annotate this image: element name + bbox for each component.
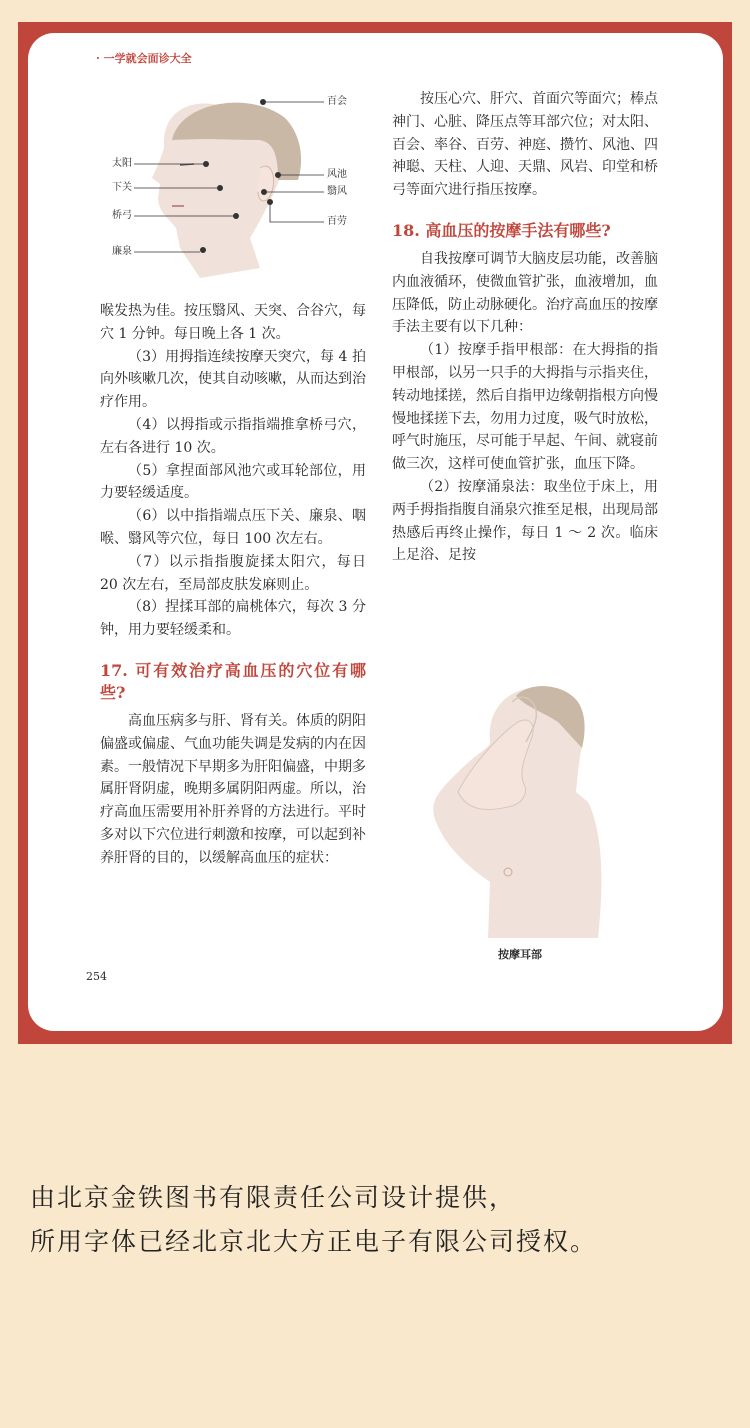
paragraph: （7）以示指指腹旋揉太阳穴，每日 20 次左右，至局部皮肤发麻则止。 xyxy=(100,553,366,593)
label-lianquan: 廉泉 xyxy=(112,246,132,257)
label-fengchi: 风池 xyxy=(327,169,347,180)
paragraph: （5）拿捏面部风池穴或耳轮部位，用力要轻缓适度。 xyxy=(100,462,366,502)
paragraph: 喉发热为佳。按压翳风、天突、合谷穴，每穴 1 分钟。每日晚上各 1 次。 xyxy=(100,303,366,342)
copyright-footer xyxy=(30,1176,730,1264)
figure-caption: 按摩耳部 xyxy=(498,948,542,961)
label-xiaguan: 下关 xyxy=(112,182,132,193)
ear-massage-illustration xyxy=(428,682,608,940)
paragraph: （8）捏揉耳部的扁桃体穴，每次 3 分钟，用力要轻缓柔和。 xyxy=(100,599,366,639)
footer-line: 由北京金铁图书有限责任公司设计提供， xyxy=(30,1183,517,1212)
paragraph: （2）按摩涌泉法：取坐位于床上，用两手拇指指腹自涌泉穴推至足根，出现局部热感后再终止操作，每日 1 ～ 2 次。临床上足浴、足按 xyxy=(392,478,658,564)
label-yifeng: 翳风 xyxy=(327,186,347,197)
paragraph: 高血压病多与肝、肾有关。体质的阴阳偏盛或偏虚、气血功能失调是发病的内在因素。一般情况下早期多为肝阳偏盛，中期多属肝肾阴虚，晚期多属阴阳两虚。所以，治疗高血压需要用补肝养肾的方法进行。平时多对以下穴位进行刺激和按摩，可以起到补养肝肾的目的，以缓解高血压的症状： xyxy=(100,712,366,866)
label-baihui: 百会 xyxy=(327,96,347,107)
label-taiyang: 太阳 xyxy=(112,158,132,169)
left-column xyxy=(100,300,366,870)
right-column xyxy=(392,88,658,567)
paragraph: （3）用拇指连续按摩天突穴，每 4 拍向外咳嗽几次，使其自动咳嗽，从而达到治疗作用。 xyxy=(100,348,366,411)
label-bailao: 百劳 xyxy=(327,216,347,227)
paragraph: 自我按摩可调节大脑皮层功能，改善脑内血液循环，使微血管扩张，血液增加，血压降低，防止动脉硬化。治疗高血压的按摩手法主要有以下几种： xyxy=(392,250,658,336)
page-number: 254 xyxy=(86,970,107,983)
section-heading-18: 18. 高血压的按摩手法有哪些? xyxy=(392,220,611,240)
paragraph: （6）以中指指端点压下关、廉泉、咽喉、翳风等穴位，每日 100 次左右。 xyxy=(100,508,366,547)
paragraph: （1）按摩手指甲根部：在大拇指的指甲根部，以另一只手的大拇指与示指夹住，转动地揉搓，然后自指甲边缘朝指根方向慢慢地揉搓下去，勿用力过度，吸气时放松，呼气时施压，尽可能于早起、午间、就寝前做三次，这样可使血管扩张，血压下降。 xyxy=(392,342,658,473)
head-acupoint-illustration xyxy=(100,88,360,288)
label-qiaogong: 桥弓 xyxy=(112,210,132,221)
paragraph: 按压心穴、肝穴、首面穴等面穴；棒点神门、心脏、降压点等耳部穴位；对太阳、百会、率谷、百劳、神庭、攒竹、风池、四神聪、天柱、人迎、天鼎、风岩、印堂和桥弓等面穴进行指压按摩。 xyxy=(392,91,658,199)
running-header: · 一学就会面诊大全 xyxy=(96,52,192,65)
paragraph: （4）以拇指或示指指端推拿桥弓穴，左右各进行 10 次。 xyxy=(100,416,366,456)
footer-line: 所用字体已经北京北大方正电子有限公司授权。 xyxy=(30,1227,598,1256)
section-heading-17: 17. 可有效治疗高血压的穴位有哪些? xyxy=(100,660,366,702)
